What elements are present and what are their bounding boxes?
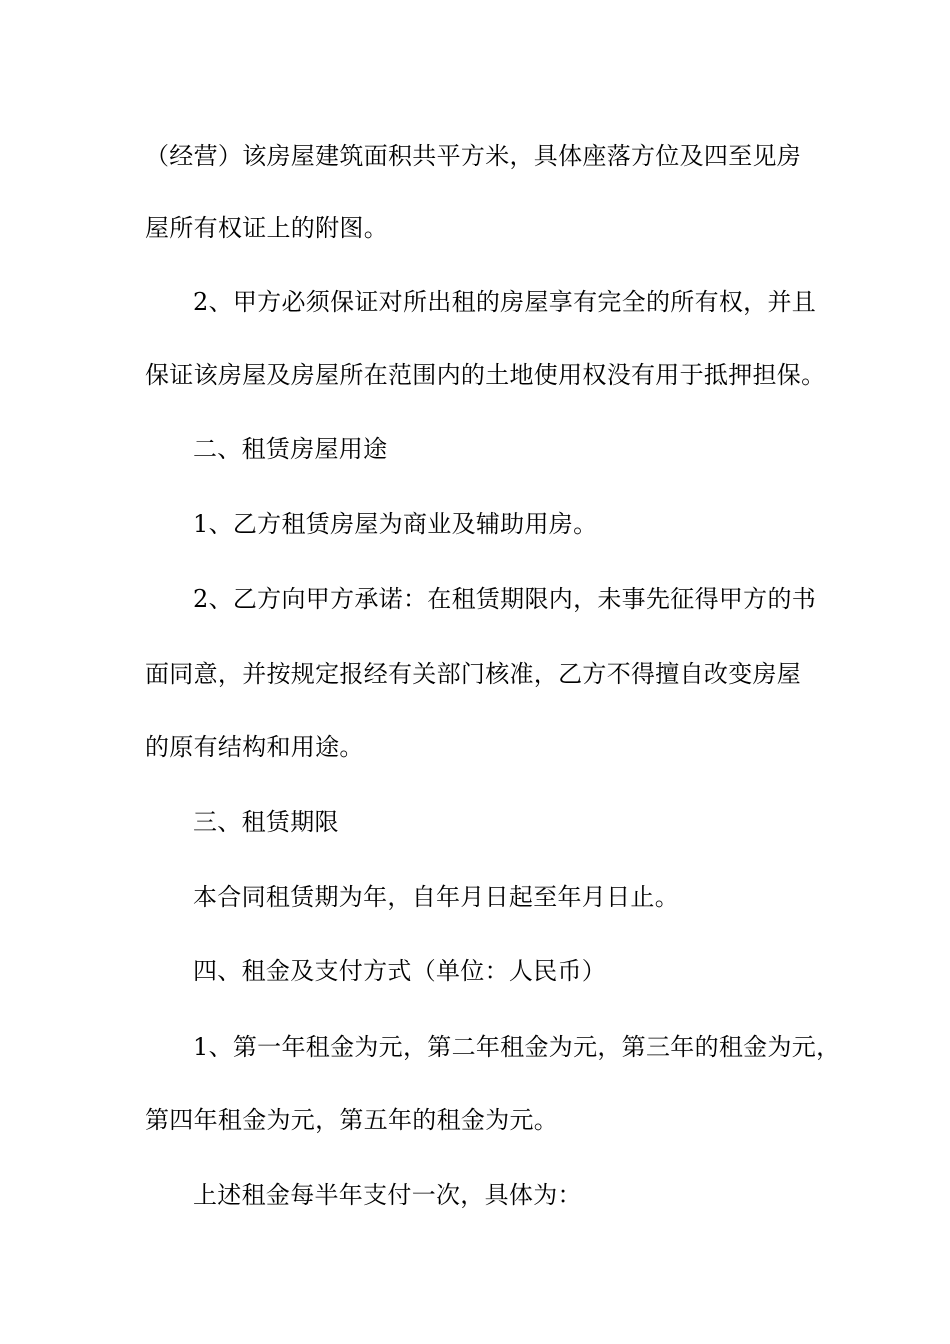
text-line: 的原有结构和用途。 [145, 733, 364, 761]
section-heading: 二、租赁房屋用途 [193, 435, 388, 463]
text-line: （经营）该房屋建筑面积共平方米，具体座落方位及四至见房 [145, 142, 802, 170]
text-line: 面同意，并按规定报经有关部门核准，乙方不得擅自改变房屋 [145, 660, 802, 688]
text-line: 第四年租金为元，第五年的租金为元。 [145, 1106, 559, 1134]
text-line: 1、乙方租赁房屋为商业及辅助用房。 [193, 510, 598, 538]
text-line: 本合同租赁期为年，自年月日起至年月日止。 [193, 883, 679, 911]
text-line: 1、第一年租金为元，第二年租金为元，第三年的租金为元， [193, 1033, 841, 1061]
text-line: 保证该房屋及房屋所在范围内的土地使用权没有用于抵押担保。 [145, 361, 826, 389]
text-line: 屋所有权证上的附图。 [145, 214, 388, 242]
section-heading: 四、租金及支付方式（单位：人民币） [193, 957, 607, 985]
section-heading: 三、租赁期限 [193, 808, 339, 836]
text-line: 2、乙方向甲方承诺：在租赁期限内，未事先征得甲方的书 [193, 585, 817, 613]
text-line: 2、甲方必须保证对所出租的房屋享有完全的所有权，并且 [193, 288, 817, 316]
text-line: 上述租金每半年支付一次，具体为： [193, 1181, 582, 1209]
